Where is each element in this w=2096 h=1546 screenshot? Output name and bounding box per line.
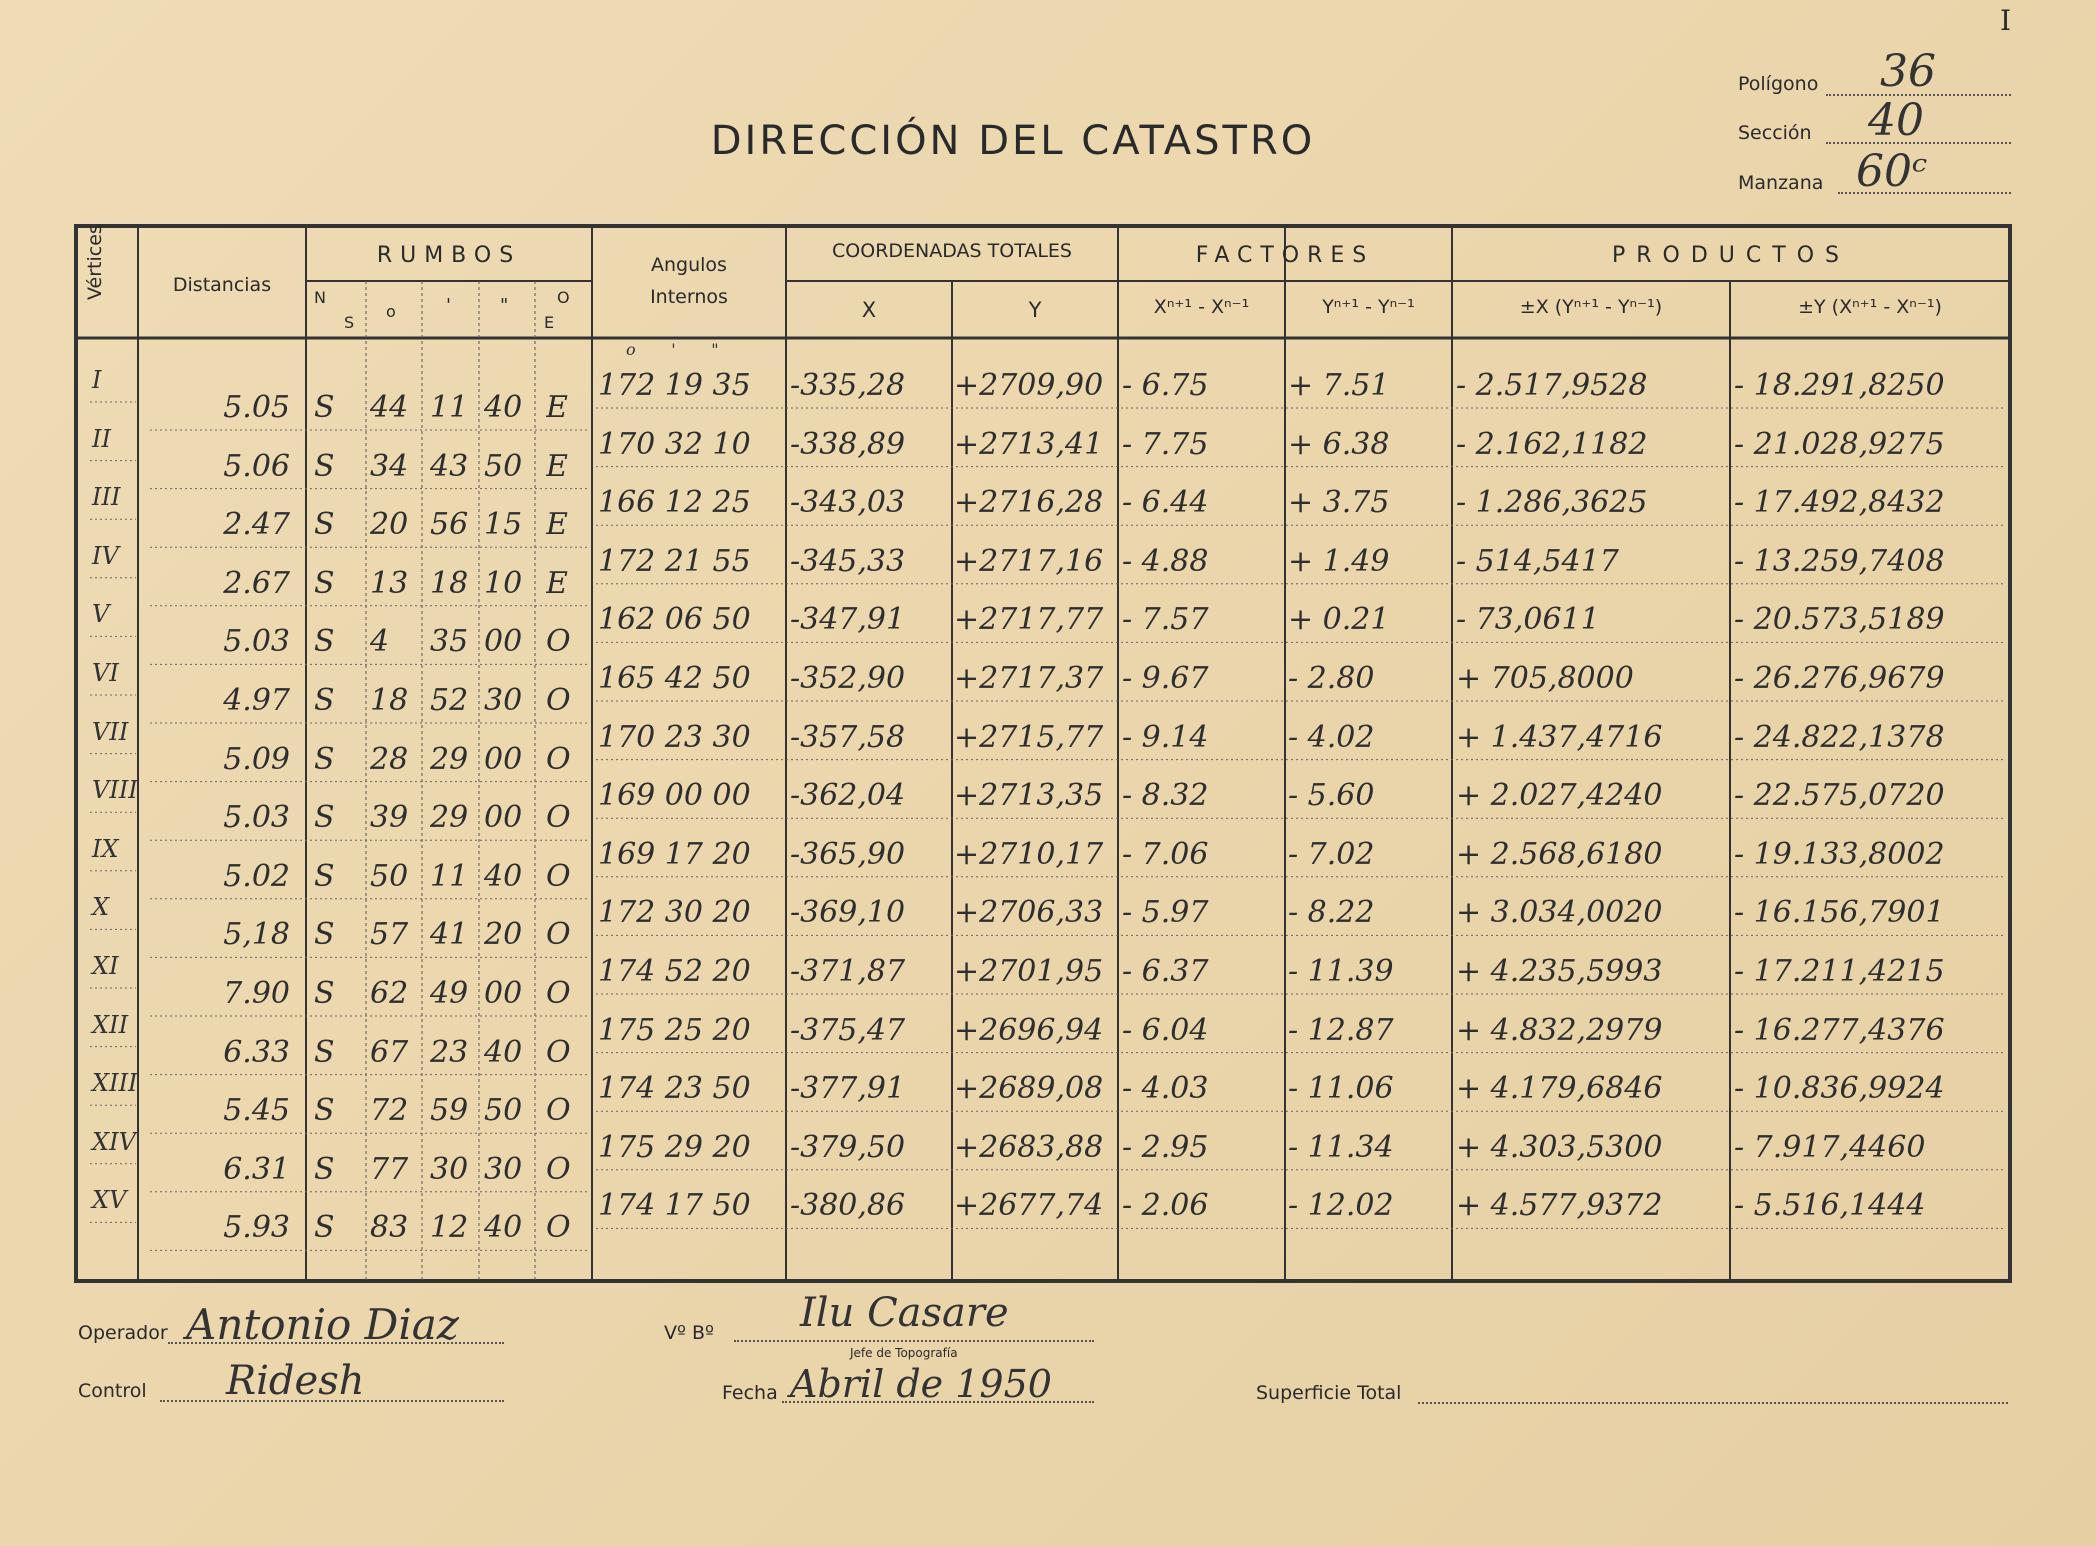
- rumbo-cell: E: [546, 390, 568, 425]
- rumbo-cell: 34: [370, 448, 409, 484]
- factor-y-cell: - 12.02: [1288, 1188, 1394, 1224]
- producto-x-cell: + 4.832,2979: [1456, 1012, 1663, 1048]
- rumbo-cell: 56: [430, 507, 469, 543]
- coord-y-cell: +2677,74: [954, 1188, 1104, 1224]
- manzana-label: Manzana: [1738, 172, 1824, 194]
- distancia-cell: 5.03: [223, 800, 290, 836]
- rumbo-cell: 11: [430, 858, 469, 894]
- factor-x-cell: - 7.06: [1122, 836, 1209, 872]
- rumbo-cell: O: [546, 1034, 571, 1070]
- rumbo-cell: 4: [370, 624, 390, 660]
- producto-y-cell: - 22.575,0720: [1734, 778, 1945, 814]
- factor-y-cell: - 5.60: [1288, 778, 1375, 814]
- rumbo-cell: S: [314, 1151, 335, 1187]
- header-rumbos-sec: ": [500, 295, 509, 316]
- coord-x-cell: -365,90: [790, 836, 906, 872]
- coord-y-cell: +2683,88: [954, 1129, 1104, 1165]
- factor-x-cell: - 6.75: [1122, 368, 1209, 403]
- vertex-label: IV: [92, 541, 119, 570]
- angulo-cell: 170 32 10: [598, 426, 751, 462]
- producto-x-cell: - 73,0611: [1456, 602, 1600, 638]
- header-factor-y: Yⁿ⁺¹ - Yⁿ⁻¹: [1322, 296, 1415, 318]
- producto-y-cell: - 21.028,9275: [1734, 426, 1945, 462]
- angulo-cell: 162 06 50: [598, 602, 751, 638]
- header-rumbos-min: ': [446, 295, 451, 316]
- coord-y-cell: +2717,77: [954, 602, 1104, 638]
- poligono-label: Polígono: [1738, 73, 1819, 95]
- rumbo-cell: 30: [430, 1151, 469, 1187]
- factor-x-cell: - 2.95: [1122, 1129, 1209, 1165]
- factor-y-cell: + 0.21: [1288, 602, 1390, 638]
- header-rumbos-n: N: [314, 288, 326, 307]
- coord-y-cell: +2689,08: [954, 1071, 1104, 1107]
- rumbo-cell: S: [314, 741, 335, 777]
- rumbo-cell: 11: [430, 390, 469, 425]
- rumbo-cell: S: [314, 565, 335, 601]
- producto-x-cell: - 514,5417: [1456, 543, 1619, 579]
- coord-y-cell: +2716,28: [954, 485, 1104, 521]
- rumbo-cell: O: [546, 800, 571, 836]
- vertex-label: III: [92, 483, 121, 512]
- producto-y-cell: - 17.492,8432: [1734, 485, 1945, 521]
- angulo-cell: 172 21 55: [598, 543, 751, 579]
- header-factores: FACTORES: [1195, 243, 1375, 268]
- rumbo-cell: 00: [484, 624, 523, 660]
- rumbo-cell: 52: [430, 683, 469, 718]
- rumbo-cell: O: [546, 624, 571, 660]
- factor-x-cell: - 4.03: [1122, 1071, 1209, 1107]
- factor-y-cell: - 11.39: [1288, 954, 1394, 989]
- vertex-label: IX: [92, 834, 119, 863]
- angulo-cell: 165 42 50: [598, 661, 751, 696]
- factor-x-cell: - 5.97: [1122, 895, 1209, 931]
- vertex-label: VII: [92, 717, 129, 746]
- coord-y-cell: +2715,77: [954, 719, 1104, 755]
- rumbo-cell: S: [314, 624, 335, 660]
- distancia-cell: 5,18: [223, 917, 290, 953]
- producto-y-cell: - 18.291,8250: [1734, 368, 1945, 403]
- rumbo-cell: S: [314, 858, 335, 894]
- producto-x-cell: - 2.517,9528: [1456, 368, 1648, 403]
- coord-x-cell: -347,91: [790, 602, 906, 638]
- factor-y-cell: - 11.06: [1288, 1071, 1394, 1107]
- vertex-label: II: [92, 424, 111, 453]
- coord-x-cell: -352,90: [790, 661, 906, 696]
- distancia-cell: 5.03: [223, 624, 290, 660]
- rumbo-cell: E: [546, 565, 568, 601]
- coord-y-cell: +2717,37: [954, 661, 1104, 696]
- rumbo-cell: 49: [430, 976, 469, 1011]
- header-angulos: Angulos: [651, 254, 727, 276]
- header-producto-y: ±Y (Xⁿ⁺¹ - Xⁿ⁻¹): [1798, 296, 1942, 318]
- rumbo-cell: 12: [430, 1210, 469, 1246]
- angulo-cell: 175 29 20: [598, 1129, 751, 1165]
- header-rumbos: RUMBOS: [376, 243, 522, 268]
- vertex-label: XV: [92, 1186, 127, 1215]
- header-y: Y: [1028, 298, 1042, 322]
- angulo-cell: 166 12 25: [598, 485, 751, 521]
- distancia-cell: 4.97: [223, 683, 290, 718]
- rumbo-cell: 29: [430, 800, 469, 836]
- factor-y-cell: - 2.80: [1288, 661, 1375, 696]
- distancia-cell: 5.02: [223, 858, 290, 894]
- angulo-cell: 174 17 50: [598, 1188, 751, 1224]
- operador-label: Operador: [78, 1322, 168, 1344]
- vertex-label: VIII: [92, 776, 138, 805]
- control-signature: Ridesh: [226, 1358, 365, 1404]
- rumbo-cell: 44: [370, 390, 409, 425]
- angulo-cell: 175 25 20: [598, 1012, 751, 1048]
- rumbo-cell: O: [546, 976, 571, 1011]
- rumbo-cell: 62: [370, 976, 409, 1011]
- header-internos: Internos: [650, 286, 728, 308]
- distancia-cell: 2.47: [223, 507, 290, 543]
- coord-x-cell: -357,58: [790, 719, 906, 755]
- vb-line: [734, 1340, 1094, 1342]
- producto-y-cell: - 16.156,7901: [1734, 895, 1945, 931]
- rumbo-cell: 39: [370, 800, 409, 836]
- rumbo-cell: 43: [430, 448, 469, 484]
- coord-x-cell: -371,87: [790, 954, 906, 989]
- producto-x-cell: + 2.568,6180: [1456, 836, 1663, 872]
- rumbo-cell: 10: [484, 565, 523, 601]
- rumbo-cell: O: [546, 1093, 571, 1129]
- distancia-cell: 5.05: [223, 390, 290, 425]
- angulo-cell: 172 30 20: [598, 895, 751, 931]
- rumbo-cell: O: [546, 1210, 571, 1246]
- rumbo-cell: 50: [484, 1093, 523, 1129]
- header-coordenadas: COORDENADAS TOTALES: [832, 240, 1072, 262]
- producto-y-cell: - 17.211,4215: [1734, 954, 1945, 989]
- rumbo-cell: E: [546, 507, 568, 543]
- rumbo-cell: S: [314, 1034, 335, 1070]
- producto-y-cell: - 19.133,8002: [1734, 836, 1945, 872]
- coord-x-cell: -379,50: [790, 1129, 906, 1165]
- header-rumbos-s: S: [344, 313, 355, 332]
- coord-y-cell: +2709,90: [954, 368, 1104, 403]
- superficie-line: [1418, 1402, 2008, 1404]
- rumbo-cell: 00: [484, 800, 523, 836]
- rumbo-cell: 23: [430, 1034, 469, 1070]
- rumbo-cell: 30: [484, 1151, 523, 1187]
- factor-y-cell: - 8.22: [1288, 895, 1375, 931]
- producto-y-cell: - 16.277,4376: [1734, 1012, 1945, 1048]
- producto-y-cell: - 5.516,1444: [1734, 1188, 1926, 1224]
- producto-x-cell: + 2.027,4240: [1456, 778, 1663, 814]
- producto-y-cell: - 26.276,9679: [1734, 661, 1945, 696]
- rumbo-cell: 50: [484, 448, 523, 484]
- vertex-label: XIV: [92, 1127, 136, 1156]
- distancia-cell: 5.93: [223, 1210, 290, 1246]
- distancia-cell: 5.09: [223, 741, 290, 777]
- factor-x-cell: - 6.44: [1122, 485, 1209, 521]
- rumbo-cell: 77: [370, 1151, 409, 1187]
- producto-x-cell: + 4.179,6846: [1456, 1071, 1663, 1107]
- header-rumbos-deg: o: [386, 302, 396, 321]
- factor-y-cell: + 6.38: [1288, 426, 1390, 462]
- factor-x-cell: - 6.04: [1122, 1012, 1209, 1048]
- header-productos: PRODUCTOS: [1612, 243, 1850, 268]
- rumbo-cell: 40: [484, 390, 523, 425]
- poligono-value: 36: [1880, 46, 1936, 97]
- angulo-cell: 169 00 00: [598, 778, 751, 814]
- coord-x-cell: -380,86: [790, 1188, 906, 1224]
- page-number: I: [2000, 4, 2012, 37]
- producto-x-cell: + 3.034,0020: [1456, 895, 1663, 931]
- superficie-label: Superficie Total: [1256, 1382, 1402, 1404]
- seccion-value: 40: [1868, 95, 1924, 146]
- coord-x-cell: -335,28: [790, 368, 906, 403]
- rumbo-cell: 59: [430, 1093, 469, 1129]
- coord-y-cell: +2713,35: [954, 778, 1104, 814]
- producto-x-cell: + 705,8000: [1456, 661, 1634, 696]
- angulo-cell: 174 23 50: [598, 1071, 751, 1107]
- jefe-topografia-label: Jefe de Topografía: [850, 1346, 958, 1360]
- header-rumbos-e: E: [544, 313, 555, 332]
- factor-y-cell: - 7.02: [1288, 836, 1375, 872]
- rumbo-cell: O: [546, 741, 571, 777]
- control-label: Control: [78, 1380, 147, 1402]
- vertex-label: V: [92, 600, 110, 629]
- producto-x-cell: + 4.235,5993: [1456, 954, 1663, 989]
- producto-x-cell: - 2.162,1182: [1456, 426, 1648, 462]
- coord-x-cell: -338,89: [790, 426, 906, 462]
- vertex-label: XI: [92, 952, 119, 980]
- rumbo-cell: O: [546, 1151, 571, 1187]
- header-factor-x: Xⁿ⁺¹ - Xⁿ⁻¹: [1153, 296, 1250, 318]
- factor-x-cell: - 9.14: [1122, 719, 1209, 755]
- producto-y-cell: - 13.259,7408: [1734, 543, 1945, 579]
- coord-y-cell: +2696,94: [954, 1012, 1104, 1048]
- rumbo-cell: S: [314, 683, 335, 718]
- fecha-label: Fecha: [722, 1382, 778, 1404]
- factor-y-cell: - 4.02: [1288, 719, 1375, 755]
- distancia-cell: 6.31: [223, 1151, 290, 1187]
- rumbo-cell: 15: [484, 507, 523, 543]
- rumbo-cell: 40: [484, 1034, 523, 1070]
- factor-x-cell: - 7.75: [1122, 426, 1209, 462]
- rumbo-cell: S: [314, 507, 335, 543]
- rumbo-cell: S: [314, 390, 335, 425]
- rumbo-cell: 28: [370, 741, 409, 777]
- producto-y-cell: - 7.917,4460: [1734, 1129, 1926, 1165]
- header-distancias: Distancias: [172, 274, 272, 296]
- rumbo-cell: 35: [430, 624, 469, 660]
- factor-x-cell: - 4.88: [1122, 543, 1209, 579]
- factor-x-cell: - 7.57: [1122, 602, 1209, 638]
- coord-x-cell: -377,91: [790, 1071, 906, 1107]
- coord-x-cell: -345,33: [790, 543, 906, 579]
- producto-x-cell: - 1.286,3625: [1456, 485, 1648, 521]
- producto-y-cell: - 24.822,1378: [1734, 719, 1945, 755]
- angulo-cell: 172 19 35: [598, 368, 751, 403]
- coord-x-cell: -362,04: [790, 778, 906, 814]
- rumbo-cell: 83: [370, 1210, 409, 1246]
- rumbo-cell: S: [314, 448, 335, 484]
- rumbo-cell: 41: [430, 917, 469, 953]
- coord-y-cell: +2713,41: [954, 426, 1104, 462]
- coord-x-cell: -375,47: [790, 1012, 906, 1048]
- fecha-value: Abril de 1950: [790, 1362, 1052, 1406]
- distancia-cell: 5.45: [223, 1093, 290, 1129]
- factor-x-cell: - 6.37: [1122, 954, 1209, 989]
- rumbo-cell: S: [314, 917, 335, 953]
- rumbo-cell: S: [314, 800, 335, 836]
- factor-x-cell: - 8.32: [1122, 778, 1209, 814]
- coord-x-cell: -343,03: [790, 485, 906, 521]
- header-producto-x: ±X (Yⁿ⁺¹ - Yⁿ⁻¹): [1519, 296, 1663, 318]
- rumbo-cell: S: [314, 1210, 335, 1246]
- seccion-label: Sección: [1738, 122, 1812, 144]
- distancia-cell: 2.67: [223, 565, 290, 601]
- factor-y-cell: + 3.75: [1288, 485, 1390, 521]
- factor-x-cell: - 2.06: [1122, 1188, 1209, 1224]
- vb-signature: Ilu Casare: [800, 1290, 1009, 1336]
- factor-x-cell: - 9.67: [1122, 661, 1209, 696]
- angulo-cell: 170 23 30: [598, 719, 751, 755]
- producto-x-cell: + 4.303,5300: [1456, 1129, 1663, 1165]
- rumbo-cell: S: [314, 1093, 335, 1129]
- factor-y-cell: - 12.87: [1288, 1012, 1394, 1048]
- distancia-cell: 7.90: [223, 976, 290, 1011]
- rumbo-cell: O: [546, 683, 571, 718]
- producto-x-cell: + 4.577,9372: [1456, 1188, 1663, 1224]
- rumbo-cell: 18: [430, 565, 469, 601]
- rumbo-cell: O: [546, 917, 571, 953]
- coord-y-cell: +2717,16: [954, 543, 1104, 579]
- page-title: DIRECCIÓN DEL CATASTRO: [710, 118, 1316, 164]
- rumbo-cell: 29: [430, 741, 469, 777]
- coord-y-cell: +2701,95: [954, 954, 1104, 989]
- angulos-units: o ' ": [626, 340, 719, 359]
- factor-y-cell: + 7.51: [1288, 368, 1390, 403]
- rumbo-cell: 57: [370, 917, 409, 953]
- rumbo-cell: 40: [484, 1210, 523, 1246]
- angulo-cell: 174 52 20: [598, 954, 751, 989]
- producto-x-cell: + 1.437,4716: [1456, 719, 1663, 755]
- angulo-cell: 169 17 20: [598, 836, 751, 872]
- vertex-label: X: [92, 893, 110, 922]
- rumbo-cell: 30: [484, 683, 523, 718]
- manzana-value: 60ᶜ: [1856, 146, 1928, 197]
- coord-x-cell: -369,10: [790, 895, 906, 931]
- vb-label: Vº Bº: [664, 1322, 714, 1344]
- vertex-label: XIII: [92, 1069, 138, 1098]
- header-x: X: [861, 298, 877, 322]
- rumbo-cell: 00: [484, 976, 523, 1011]
- rumbo-cell: 67: [370, 1034, 409, 1070]
- rumbo-cell: 40: [484, 858, 523, 894]
- operador-signature: Antonio Diaz: [186, 1300, 459, 1349]
- rumbo-cell: 00: [484, 741, 523, 777]
- factor-y-cell: - 11.34: [1288, 1129, 1394, 1165]
- rumbo-cell: E: [546, 448, 568, 484]
- rumbo-cell: 20: [484, 917, 523, 953]
- rumbo-cell: 20: [370, 507, 409, 543]
- coord-y-cell: +2706,33: [954, 895, 1104, 931]
- vertex-label: I: [92, 366, 102, 394]
- vertex-label: XII: [92, 1010, 129, 1039]
- rumbo-cell: 50: [370, 858, 409, 894]
- producto-y-cell: - 10.836,9924: [1734, 1071, 1945, 1107]
- distancia-cell: 6.33: [223, 1034, 290, 1070]
- producto-y-cell: - 20.573,5189: [1734, 602, 1945, 638]
- distancia-cell: 5.06: [223, 448, 290, 484]
- header-vertices: Vértices: [84, 224, 106, 300]
- rumbo-cell: S: [314, 976, 335, 1011]
- coord-y-cell: +2710,17: [954, 836, 1104, 872]
- rumbo-cell: 13: [370, 565, 409, 601]
- rumbo-cell: 72: [370, 1093, 409, 1129]
- header-rumbos-o: O: [557, 288, 570, 307]
- rumbo-cell: O: [546, 858, 571, 894]
- vertex-label: VI: [92, 659, 119, 687]
- rumbo-cell: 18: [370, 683, 409, 718]
- factor-y-cell: + 1.49: [1288, 543, 1390, 579]
